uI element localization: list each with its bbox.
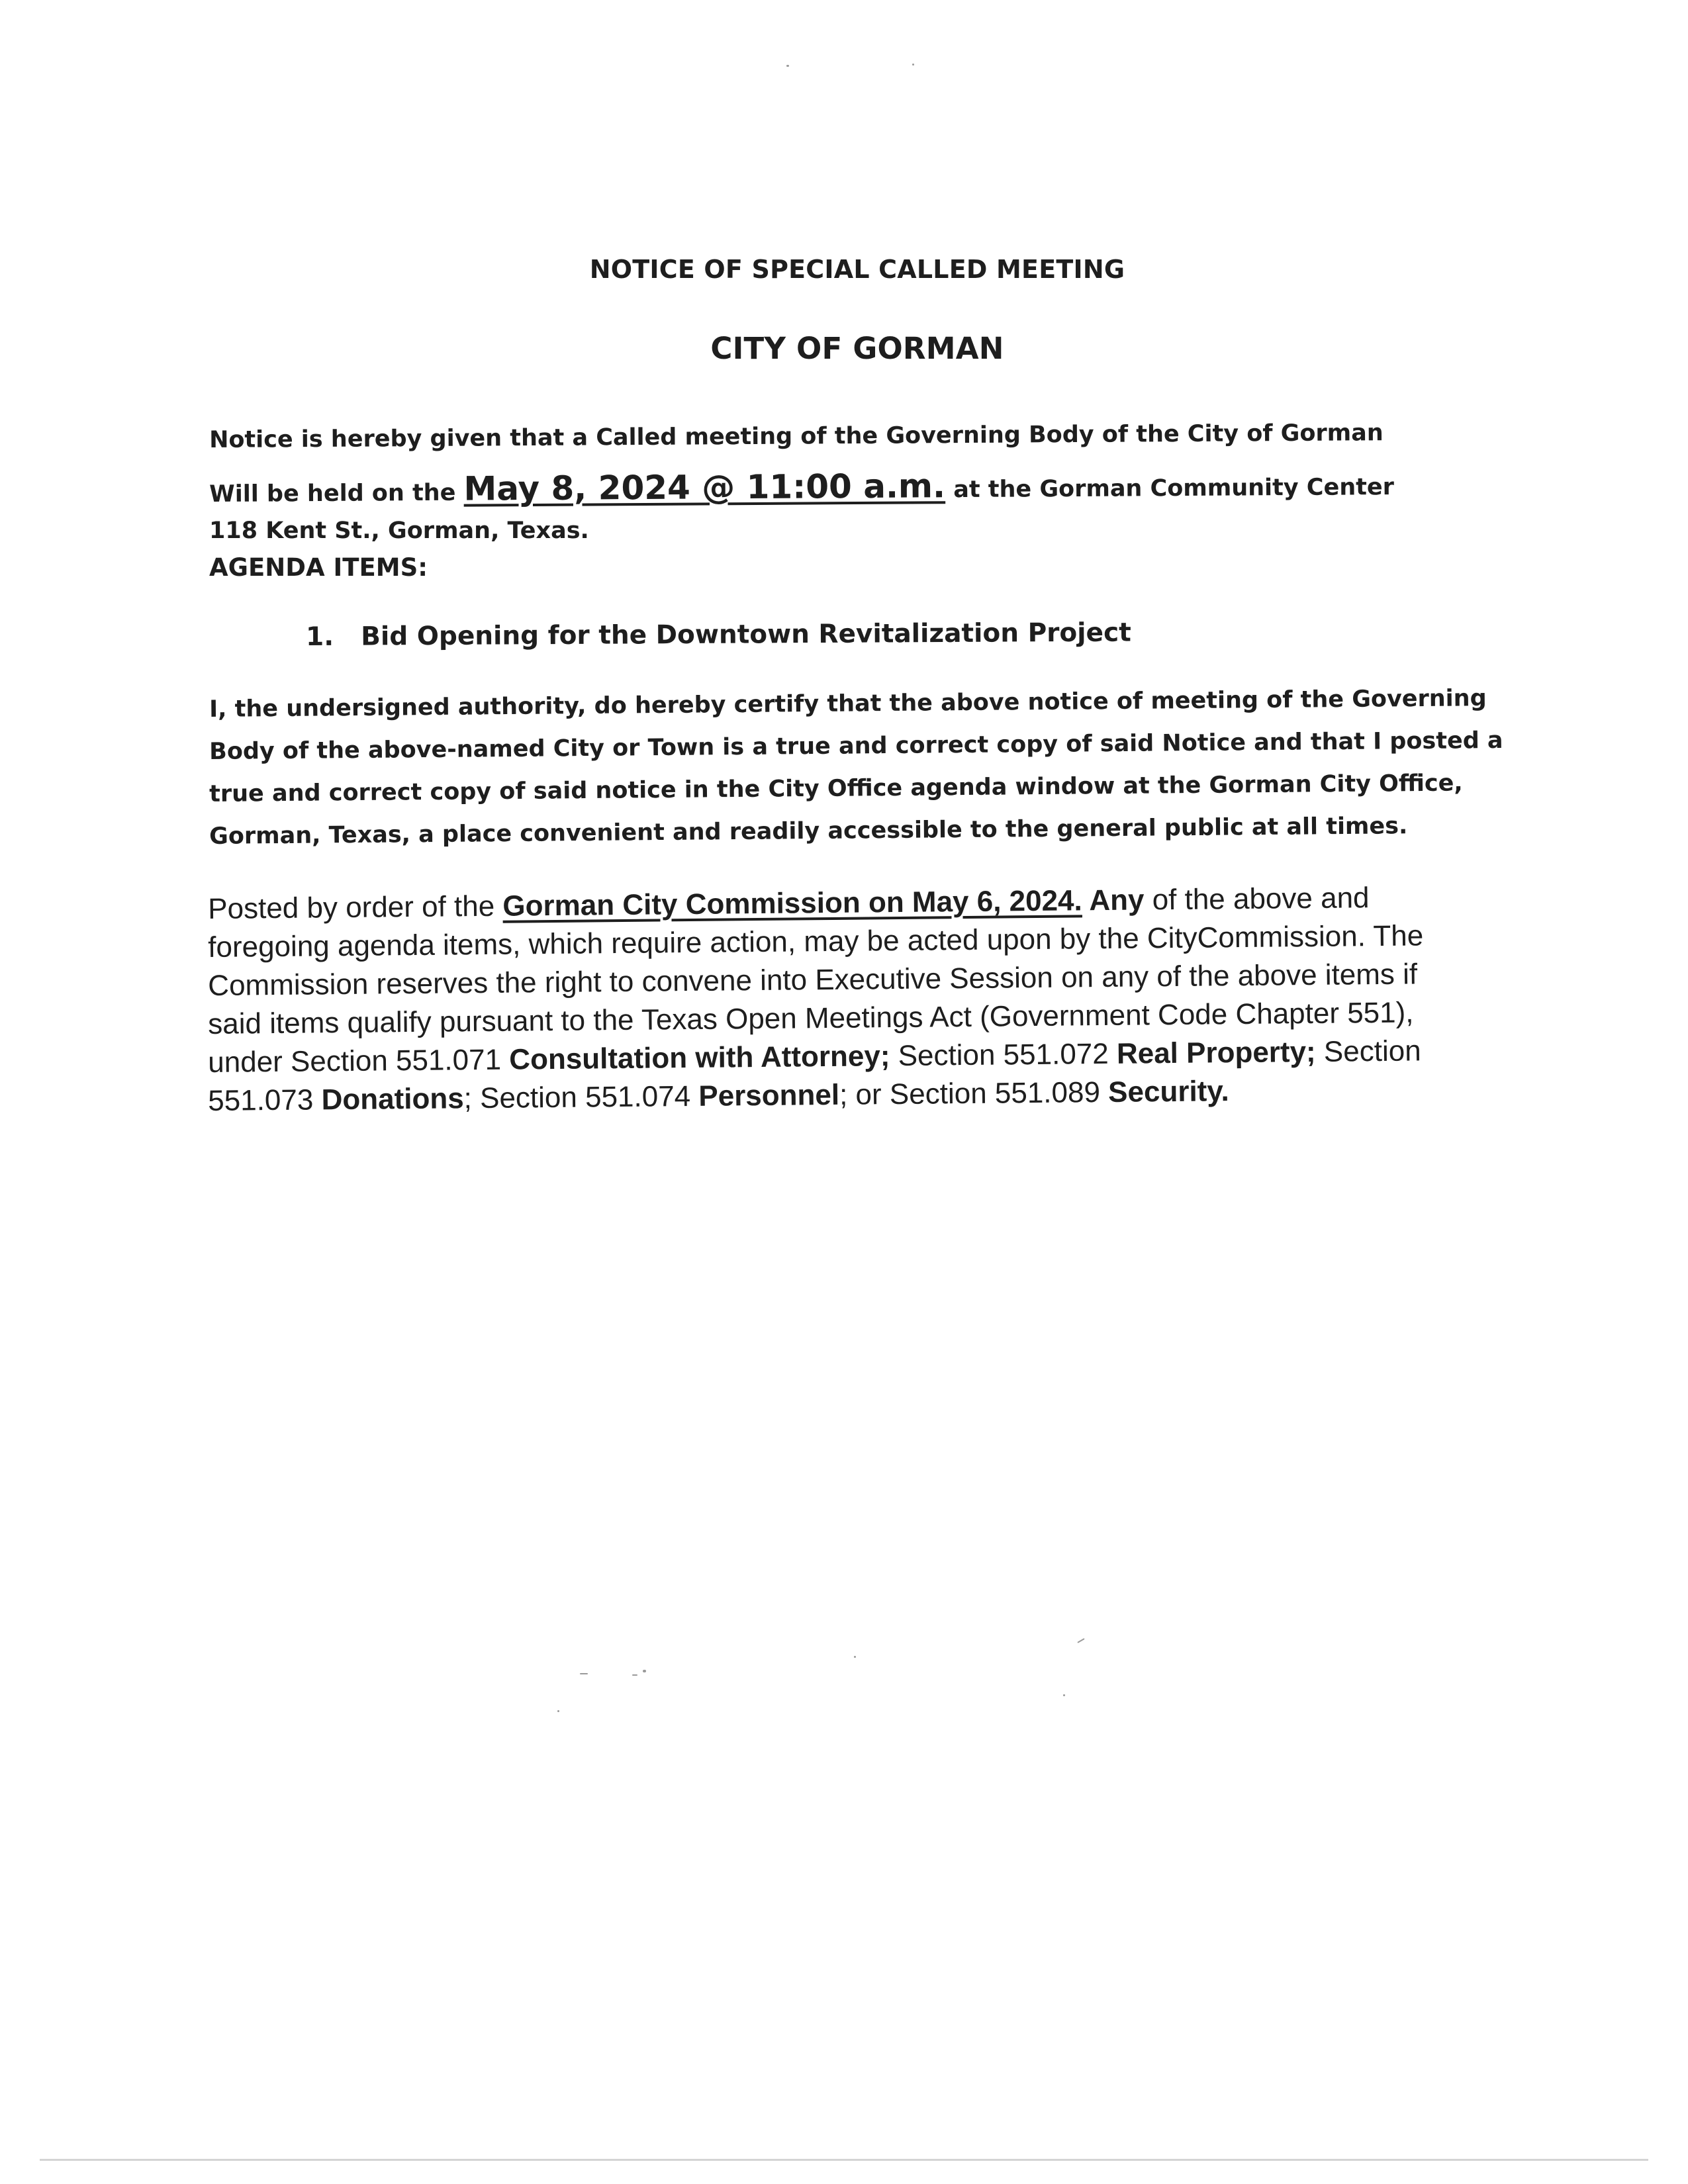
posting-text: ; or Section 551.089 — [839, 1075, 1109, 1111]
posting-text: Section — [1315, 1034, 1421, 1068]
certification-line-4: Gorman, Texas, a place convenient and readily accessible to the general public at all times. — [209, 813, 1408, 850]
posting-any: Any — [1082, 884, 1145, 917]
intro-line-2-prefix: Will be held on the — [209, 479, 456, 508]
certification-line-1: I, the undersigned authority, do hereby certify that the above notice of meeting of the Governing — [209, 685, 1487, 723]
donations: Donations — [321, 1082, 464, 1116]
personnel: Personnel — [698, 1078, 840, 1113]
scan-speck — [786, 65, 789, 67]
consultation-with-attorney: Consultation with Attorney; — [509, 1040, 890, 1076]
scan-speck — [854, 1656, 856, 1658]
scan-speck — [580, 1673, 588, 1674]
posting-line-3: Commission reserves the right to convene into Executive Session on any of the above items if — [208, 958, 1418, 1002]
posting-suffix: of the above and — [1144, 882, 1370, 917]
agenda-item — [306, 617, 1131, 652]
notice-title: NOTICE OF SPECIAL CALLED MEETING — [589, 255, 1125, 284]
agenda-item-number: 1. — [306, 621, 334, 652]
posting-text: Section 551.072 — [890, 1037, 1117, 1073]
meeting-date: May 8, 2024 @ 11:00 a.m. — [463, 467, 946, 508]
posting-text: 551.073 — [208, 1083, 322, 1117]
certification-line-2: Body of the above-named City or Town is a true and correct copy of said Notice and that I posted a — [209, 727, 1503, 765]
city-title: CITY OF GORMAN — [710, 331, 1004, 366]
posting-line-4: said items qualify pursuant to the Texas Open Meetings Act (Government Code Chapter 551), — [208, 996, 1414, 1040]
posting-prefix: Posted by order of the — [208, 889, 503, 925]
posting-text: ; Section 551.074 — [463, 1079, 699, 1115]
certification-line-3: true and correct copy of said notice in the City Office agenda window at the Gorman City Office, — [209, 770, 1463, 807]
scan-speck — [1077, 1638, 1084, 1643]
intro-line-1: Notice is hereby given that a Called meeting of the Governing Body of the City of Gorman — [209, 420, 1383, 453]
scan-speck — [557, 1710, 559, 1712]
scan-speck — [643, 1670, 646, 1672]
intro-line-3: 118 Kent St., Gorman, Texas. — [209, 518, 589, 544]
page-bottom-edge — [40, 2159, 1648, 2161]
agenda-heading: AGENDA ITEMS: — [209, 553, 428, 582]
security: Security. — [1107, 1075, 1229, 1109]
posting-line-2: foregoing agenda items, which require action, may be acted upon by the CityCommission. The — [208, 919, 1424, 964]
intro-line-2-suffix: at the Gorman Community Center — [953, 474, 1395, 504]
intro-line-2 — [209, 464, 1394, 510]
scan-speck — [1063, 1694, 1065, 1696]
posting-text: under Section 551.071 — [208, 1043, 510, 1079]
scan-speck — [912, 64, 914, 66]
posting-date: Gorman City Commission on May 6, 2024. — [502, 884, 1082, 923]
scan-speck — [632, 1674, 637, 1676]
real-property: Real Property; — [1116, 1035, 1316, 1070]
agenda-item-text: Bid Opening for the Downtown Revitalization Project — [361, 617, 1131, 652]
